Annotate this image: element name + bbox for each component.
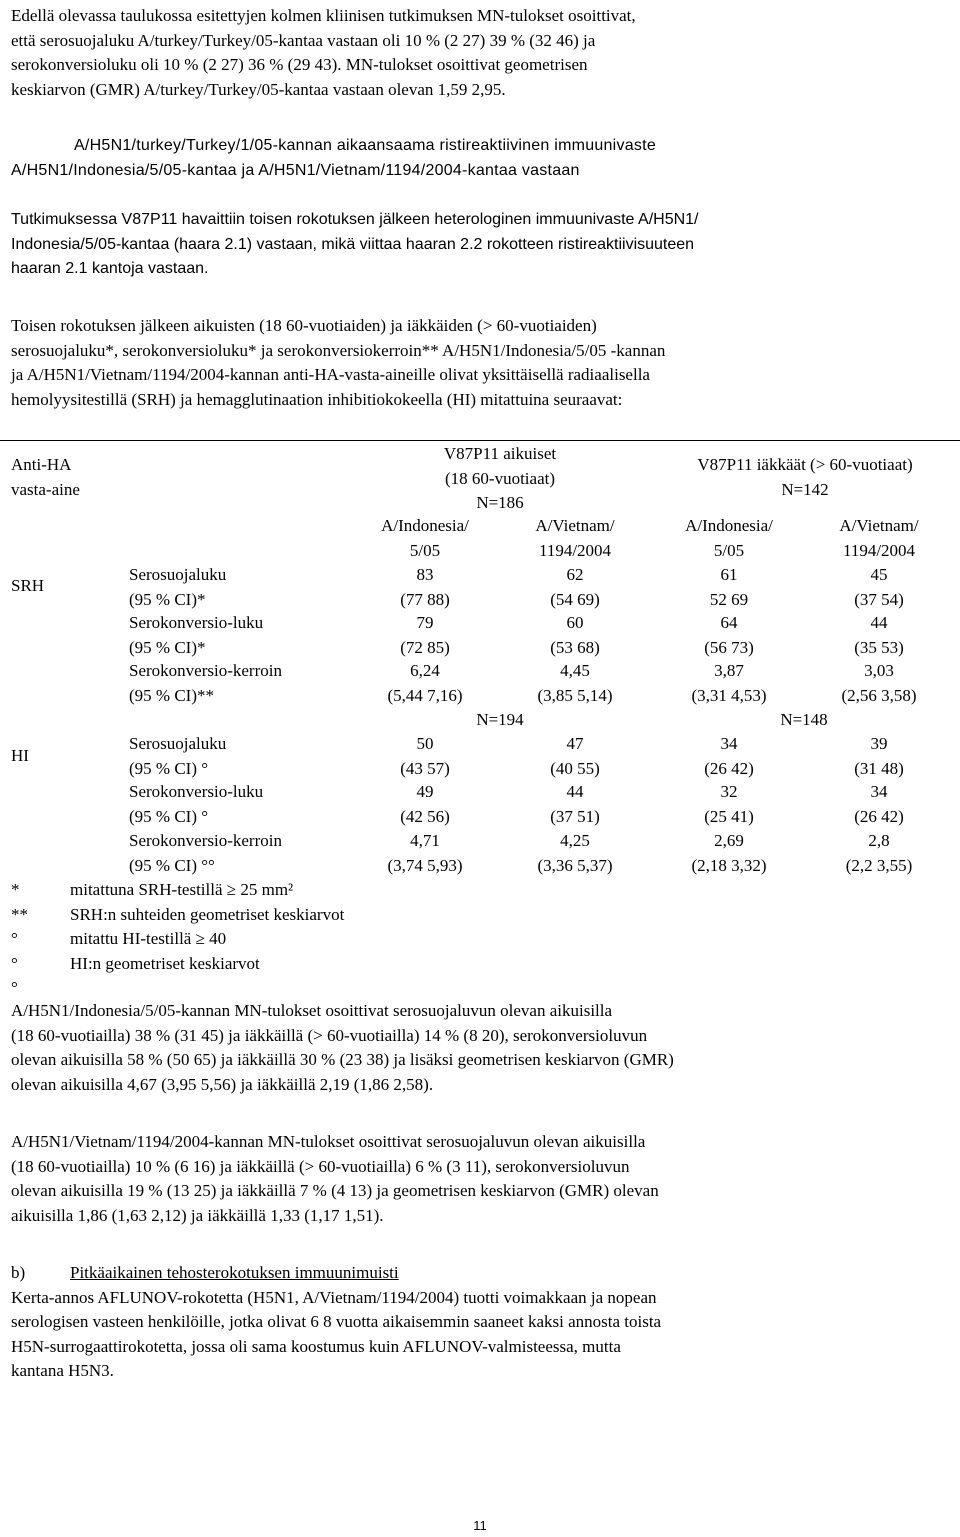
table-cell: 39 (31 48) xyxy=(854,734,904,778)
intro-paragraph xyxy=(11,4,951,102)
text-line: olevan aikuisilla 19 % (13 25) ja iäkkäillä 7 % (4 13) ja geometrisen keskiarvon (GMR) olevan xyxy=(11,1181,659,1201)
table-cell: 32 (25 41) xyxy=(704,782,754,826)
heading-line: A/H5N1/turkey/Turkey/1/05-kannan aikaansaama ristireaktiivinen immuunivaste xyxy=(74,137,656,154)
text-line: H5N-surrogaattirokotetta, jossa oli sama koostumus kuin AFLUNOV-valmisteessa, mutta xyxy=(11,1336,621,1356)
table-top-rule xyxy=(0,440,960,441)
section-letter: b) xyxy=(11,1263,26,1282)
table-cell: 2,69 (2,18 3,32) xyxy=(691,831,767,875)
section-b xyxy=(11,1261,951,1384)
footnote-mark: * xyxy=(11,880,20,899)
text-line: A/H5N1/Indonesia/5/05-kannan MN-tulokset osoittivat serosuojaluvun olevan aikuisilla xyxy=(11,1001,613,1020)
text-line: Edellä olevassa taulukossa esitettyjen kolmen kliinisen tutkimuksen MN-tulokset osoittivat, xyxy=(11,6,636,25)
text-line: olevan aikuisilla 58 % (50 65) ja iäkkäillä 30 % (23 38) ja lisäksi geometrisen keskiarvon (GMR) xyxy=(11,1050,674,1070)
text-line: A/H5N1/Vietnam/1194/2004-kannan MN-tulokset osoittivat serosuojaluvun olevan aikuisilla xyxy=(11,1132,646,1151)
text-line: haaran 2.1 kantoja vastaan. xyxy=(11,260,209,278)
vietnam-results-paragraph xyxy=(11,1130,951,1228)
table-cell: 44 (37 51) xyxy=(550,782,600,826)
table-cell: 45 (37 54) xyxy=(854,565,904,609)
header-anti-ha: Anti-HA vasta-aine xyxy=(11,455,80,499)
text-line: ja A/H5N1/Vietnam/1194/2004-kannan anti-HA-vasta-aineille olivat yksittäisellä radiaalisella xyxy=(11,365,650,385)
row-label: Serokonversio-luku (95 % CI) ° xyxy=(129,782,264,826)
text-line: serosuojaluku*, serokonversioluku* ja serokonversiokerroin** A/H5N1/Indonesia/5/05 -kannan xyxy=(11,340,666,360)
indonesia-results-paragraph xyxy=(11,999,951,1097)
footnote-text: mitattuna SRH-testillä ≥ 25 mm² xyxy=(70,880,294,899)
table-cell: 34 (26 42) xyxy=(854,782,904,826)
table-cell: 79 (72 85) xyxy=(400,613,450,657)
table-cell: 44 (35 53) xyxy=(854,613,904,657)
heading-line: A/H5N1/Indonesia/5/05-kantaa ja A/H5N1/Vietnam/1194/2004-kantaa vastaan xyxy=(11,161,580,179)
header-group-elderly: V87P11 iäkkäät (> 60-vuotiaat) N=142 xyxy=(697,455,913,499)
header-strain: A/Vietnam/ 1194/2004 xyxy=(839,516,919,560)
row-label: Serosuojaluku (95 % CI) ° xyxy=(129,734,227,778)
text-line: Indonesia/5/05-kantaa (haara 2.1) vastaan, mikä viittaa haaran 2.2 rokotteen ristireaktiivisuuteen xyxy=(11,235,695,253)
srh-label: SRH xyxy=(11,576,45,595)
table-cell: 60 (53 68) xyxy=(550,613,600,657)
table-cell: 3,87 (3,31 4,53) xyxy=(691,661,767,705)
text-line: (18 60-vuotiailla) 38 % (31 45) ja iäkkäillä (> 60-vuotiailla) 14 % (8 20), serokonversioluvun xyxy=(11,1025,648,1045)
cross-reactive-heading xyxy=(11,134,951,183)
table-cell: 4,25 (3,36 5,37) xyxy=(537,831,613,875)
footnote-mark: ** xyxy=(11,904,28,924)
table-cell: 4,71 (3,74 5,93) xyxy=(387,831,463,875)
row-label: Serosuojaluku (95 % CI)* xyxy=(129,565,227,609)
table-cell: 2,8 (2,2 3,55) xyxy=(845,831,913,875)
section-heading xyxy=(11,1261,951,1286)
header-group-adults: V87P11 aikuiset (18 60-vuotiaat) N=186 xyxy=(443,444,557,513)
header-strain: A/Indonesia/ 5/05 xyxy=(685,516,773,560)
text-line: olevan aikuisilla 4,67 (3,95 5,56) ja iäkkäillä 2,19 (1,86 2,58). xyxy=(11,1074,434,1094)
text-line: Tutkimuksessa V87P11 havaittiin toisen rokotuksen jälkeen heterologinen immuunivaste A/H5N1/ xyxy=(11,211,699,228)
hi-n-elderly: N=148 xyxy=(780,710,828,729)
text-line: aikuisilla 1,86 (1,63 2,12) ja iäkkäillä 1,33 (1,17 1,51). xyxy=(11,1205,384,1225)
table-cell: 49 (42 56) xyxy=(400,782,450,826)
table-cell: 62 (54 69) xyxy=(550,565,600,609)
header-strain: A/Vietnam/ 1194/2004 xyxy=(535,516,615,560)
row-label: Serokonversio-kerroin (95 % CI) °° xyxy=(129,831,282,875)
table-cell: 64 (56 73) xyxy=(704,613,754,657)
table-cell: 83 (77 88) xyxy=(400,565,450,609)
text-line: serokonversioluku oli 10 % (2 27) 36 % (29 43). MN-tulokset osoittivat geometrisen xyxy=(11,55,588,75)
table-cell: 6,24 (5,44 7,16) xyxy=(387,661,463,705)
row-label: Serokonversio-luku (95 % CI)* xyxy=(129,613,264,657)
section-title: Pitkäaikainen tehosterokotuksen immuunimuisti xyxy=(70,1263,399,1282)
text-line: kantana H5N3. xyxy=(11,1361,114,1381)
row-label: Serokonversio-kerroin (95 % CI)** xyxy=(129,661,282,705)
table-cell: 50 (43 57) xyxy=(400,734,450,778)
text-line: Toisen rokotuksen jälkeen aikuisten (18 60-vuotiaiden) ja iäkkäiden (> 60-vuotiaiden) xyxy=(11,316,597,335)
hi-n-adults: N=194 xyxy=(476,710,524,729)
table-cell: 34 (26 42) xyxy=(704,734,754,778)
footnote-mark: °° xyxy=(11,953,18,998)
page-number: 11 xyxy=(473,1518,487,1533)
text-line: hemolyysitestillä (SRH) ja hemagglutinaation inhibitiokokeella (HI) mitattuina seuraavat: xyxy=(11,389,623,409)
text-line: että serosuojaluku A/turkey/Turkey/05-kantaa vastaan oli 10 % (2 27) 39 % (32 46) ja xyxy=(11,30,596,50)
second-vaccination-paragraph xyxy=(11,314,951,412)
table-cell: 61 52 69 xyxy=(709,565,749,609)
footnote-mark: ° xyxy=(11,929,18,949)
text-line: serologisen vasteen henkilöille, jotka olivat 6 8 vuotta aikaisemmin saaneet kaksi annosta toista xyxy=(11,1312,662,1332)
table-cell: 3,03 (2,56 3,58) xyxy=(841,661,917,705)
text-line: Kerta-annos AFLUNOV-rokotetta (H5N1, A/Vietnam/1194/2004) tuotti voimakkaan ja nopean xyxy=(11,1287,657,1307)
table-cell: 47 (40 55) xyxy=(550,734,600,778)
footnote-text: SRH:n suhteiden geometriset keskiarvot xyxy=(70,904,345,924)
header-strain: A/Indonesia/ 5/05 xyxy=(381,516,469,560)
footnote-text: mitattu HI-testillä ≥ 40 xyxy=(70,929,227,949)
hi-label: HI xyxy=(11,746,29,765)
text-line: (18 60-vuotiailla) 10 % (6 16) ja iäkkäillä (> 60-vuotiailla) 6 % (3 11), serokonversioluvun xyxy=(11,1156,630,1176)
v87p11-paragraph xyxy=(11,208,951,282)
table-cell: 4,45 (3,85 5,14) xyxy=(537,661,613,705)
footnote-text: HI:n geometriset keskiarvot xyxy=(70,953,260,973)
text-line: keskiarvon (GMR) A/turkey/Turkey/05-kantaa vastaan olevan 1,59 2,95. xyxy=(11,79,506,99)
